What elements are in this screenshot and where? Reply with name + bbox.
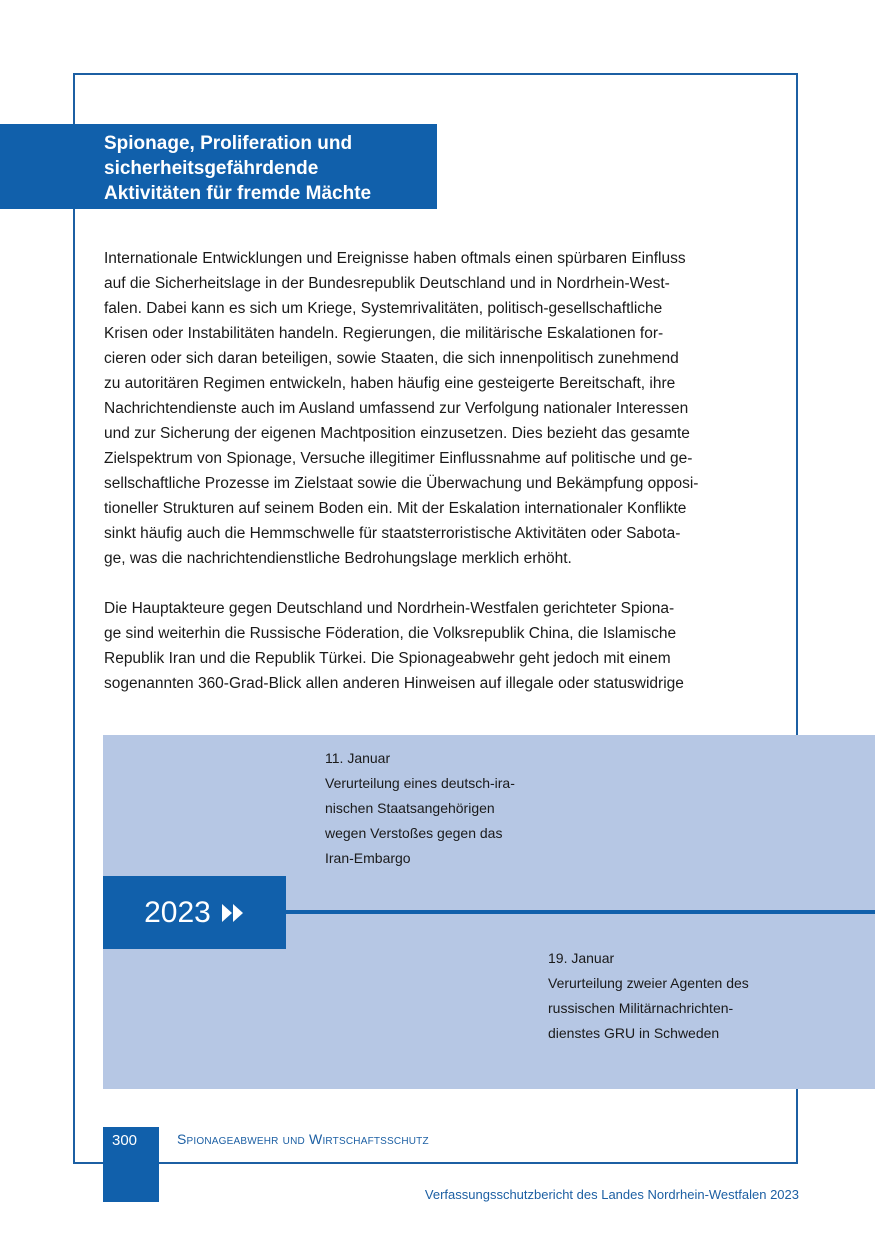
timeline-panel <box>103 735 875 1089</box>
text-line: auf die Sicherheitslage in der Bundesrepublik Deutschland und in Nordrhein-West- <box>104 275 670 292</box>
running-section-title: Spionageabwehr und Wirtschaftsschutz <box>177 1131 429 1147</box>
event-text-line: wegen Verstoßes gegen das <box>325 825 503 841</box>
event-text-line: Iran-Embargo <box>325 850 411 866</box>
text-line: Nachrichtendienste auch im Ausland umfassend zur Verfolgung nationaler Interessen <box>104 400 689 417</box>
text-line: tioneller Strukturen auf seinem Boden ein. Mit der Eskalation internationaler Konflikte <box>104 500 687 517</box>
text-line: Republik Iran und die Republik Türkei. Die Spionageabwehr geht jedoch mit einem <box>104 650 671 667</box>
text-line: sellschaftliche Prozesse im Zielstaat sowie die Überwachung und Bekämpfung opposi- <box>104 475 699 492</box>
heading-line: Aktivitäten für fremde Mächte <box>104 183 372 204</box>
timeline-axis <box>286 910 875 914</box>
text-line: Krisen oder Instabilitäten handeln. Regierungen, die militärische Eskalationen for- <box>104 325 664 342</box>
text-line: und zur Sicherung der eigenen Machtposition einzusetzen. Dies bezieht das gesamte <box>104 425 690 442</box>
text-line: falen. Dabei kann es sich um Kriege, Systemrivalitäten, politisch-gesellschaftliche <box>104 300 663 317</box>
text-line: Internationale Entwicklungen und Ereignisse haben oftmals einen spürbaren Einfluss <box>104 250 686 267</box>
timeline-event <box>548 946 749 1046</box>
timeline-event <box>325 746 515 871</box>
event-date: 11. Januar <box>325 750 391 766</box>
event-text-line: russischen Militärnachrichten- <box>548 1000 734 1016</box>
fast-forward-icon <box>221 902 245 924</box>
text-line: sinkt häufig auch die Hemmschwelle für staatsterroristische Aktivitäten oder Sabota- <box>104 525 681 542</box>
body-paragraph-2 <box>104 596 776 696</box>
heading-line: sicherheitsgefährdende <box>104 158 319 179</box>
page-number: 300 <box>112 1132 138 1149</box>
event-text-line: Verurteilung eines deutsch-ira- <box>325 775 515 791</box>
heading-line: Spionage, Proliferation und <box>104 133 353 154</box>
event-text-line: nischen Staatsangehörigen <box>325 800 495 816</box>
timeline-year-marker <box>103 876 286 949</box>
event-date: 19. Januar <box>548 950 615 966</box>
publication-footer: Verfassungsschutzbericht des Landes Nordrhein-Westfalen 2023 <box>424 1187 799 1202</box>
text-line: ge, was die nachrichtendienstliche Bedrohungslage merklich erhöht. <box>104 550 572 567</box>
event-text-line: dienstes GRU in Schweden <box>548 1025 720 1041</box>
page-number-box <box>103 1127 159 1202</box>
text-line: cieren oder sich daran beteiligen, sowie Staaten, die sich innenpolitisch zunehmend <box>104 350 679 367</box>
text-line: zu autoritären Regimen entwickeln, haben häufig eine gesteigerte Bereitschaft, ihre <box>104 375 676 392</box>
timeline-year: 2023 <box>144 895 211 929</box>
text-line: ge sind weiterhin die Russische Föderation, die Volksrepublik China, die Islamische <box>104 625 677 642</box>
text-line: Die Hauptakteure gegen Deutschland und Nordrhein-Westfalen gerichteter Spiona- <box>104 600 675 617</box>
event-text-line: Verurteilung zweier Agenten des <box>548 975 749 991</box>
text-line: Zielspektrum von Spionage, Versuche illegitimer Einflussnahme auf politische und ge- <box>104 450 693 467</box>
text-line: sogenannten 360-Grad-Blick allen anderen Hinweisen auf illegale oder statuswidrige <box>104 675 684 692</box>
body-paragraph-1 <box>104 246 776 571</box>
chapter-heading <box>0 124 437 209</box>
